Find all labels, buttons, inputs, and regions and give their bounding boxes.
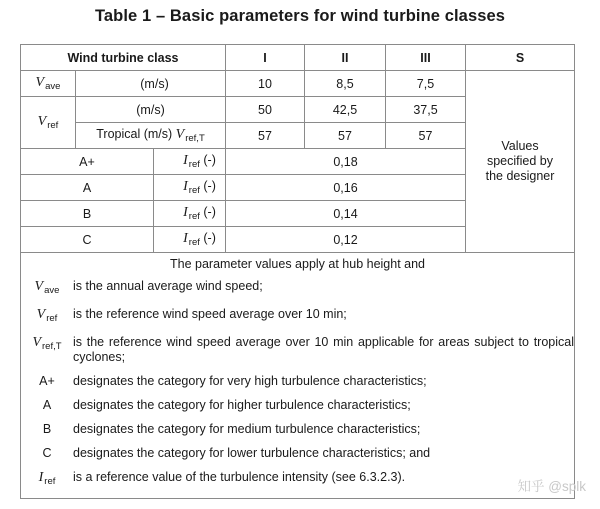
definition-term: A (42, 398, 52, 412)
table-header-row (21, 45, 575, 71)
vref-value-iii: 37,5 (386, 97, 466, 123)
turb-class-label: B (21, 201, 154, 227)
watermark: 知乎 @splk (517, 479, 586, 494)
definition-term: $V_{ref,T}$ (32, 335, 62, 352)
definition-term: C (42, 446, 52, 460)
vref-value-ii: 42,5 (305, 97, 386, 123)
vreft-value-iii: 57 (386, 123, 466, 149)
iref-symbol-cell: $I_{ref}$ (-) (154, 175, 226, 201)
vave-value-iii: 7,5 (386, 71, 466, 97)
definition-item (21, 307, 574, 326)
header-col-s: S (466, 45, 575, 71)
header-col-i: I (226, 45, 305, 71)
iref-value: 0,12 (226, 227, 466, 253)
vave-value-ii: 8,5 (305, 71, 386, 97)
definition-text: designates the category for higher turbulence characteristics; (73, 398, 411, 412)
definition-item (21, 470, 574, 489)
definition-term: $V_{ave}$ (34, 279, 60, 296)
vave-unit: (m/s) (76, 71, 226, 97)
definition-term: B (42, 422, 52, 436)
table-row-vave (21, 71, 575, 97)
definition-item (21, 398, 574, 413)
table-notes-row (21, 253, 575, 499)
table-notes (21, 253, 575, 499)
iref-symbol-cell: $I_{ref}$ (-) (154, 149, 226, 175)
definition-term: $I_{ref}$ (38, 470, 56, 487)
notes-intro: The parameter values apply at hub height and (169, 257, 426, 271)
definition-item (21, 446, 574, 461)
vreft-value-i: 57 (226, 123, 305, 149)
vref-tropical-label: Tropical (m/s) $V_{ref,T}$ (76, 123, 226, 149)
iref-value: 0,14 (226, 201, 466, 227)
definition-text: designates the category for very high turbulence characteristics; (73, 374, 427, 388)
turb-class-label: A+ (21, 149, 154, 175)
definition-text: is the reference wind speed average over 10 min applicable for areas subject to tropical cyclones; (73, 335, 574, 364)
iref-symbol-cell: $I_{ref}$ (-) (154, 227, 226, 253)
table-caption: Table 1 – Basic parameters for wind turbine classes (94, 7, 506, 25)
s-class-values-note: Values specified by the designer (466, 71, 575, 253)
definition-term: $V_{ref}$ (36, 307, 58, 324)
vref-symbol-cell: $V_{ref}$ (21, 97, 76, 149)
turb-class-label: A (21, 175, 154, 201)
header-col-ii: II (305, 45, 386, 71)
turb-class-label: C (21, 227, 154, 253)
wind-class-table (20, 44, 575, 499)
definition-term: A+ (39, 374, 55, 388)
iref-symbol-cell: $I_{ref}$ (-) (154, 201, 226, 227)
definition-item (21, 374, 574, 389)
definition-text: is a reference value of the turbulence intensity (see 6.3.2.3). (73, 470, 406, 484)
definition-text: is the annual average wind speed; (73, 279, 263, 293)
definition-item (21, 279, 574, 298)
definition-text: designates the category for medium turbulence characteristics; (73, 422, 421, 436)
vref-value-i: 50 (226, 97, 305, 123)
vreft-value-ii: 57 (305, 123, 386, 149)
iref-value: 0,16 (226, 175, 466, 201)
vave-value-i: 10 (226, 71, 305, 97)
header-class-label: Wind turbine class (21, 45, 226, 71)
definition-text: is the reference wind speed average over 10 min; (73, 307, 347, 321)
vave-symbol-cell: $V_{ave}$ (21, 71, 76, 97)
vref-unit: (m/s) (76, 97, 226, 123)
definition-item (21, 335, 574, 365)
definition-item (21, 422, 574, 437)
definition-text: designates the category for lower turbulence characteristics; and (73, 446, 431, 460)
header-col-iii: III (386, 45, 466, 71)
iref-value: 0,18 (226, 149, 466, 175)
